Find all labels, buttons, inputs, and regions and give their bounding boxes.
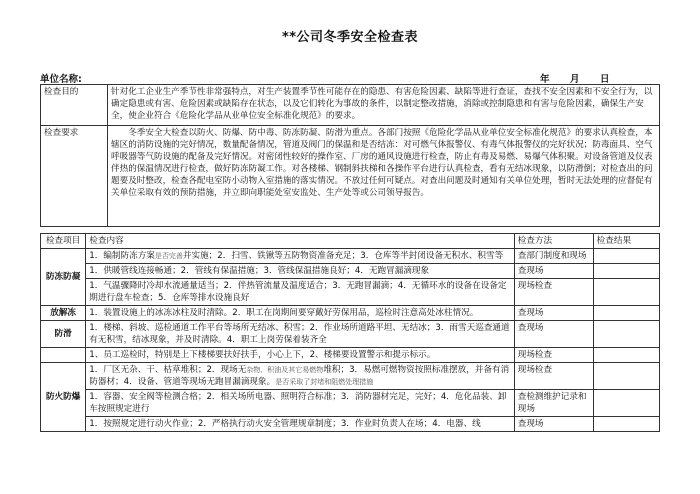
content-cell: 1．容器、安全阀等检测合格；2．相关场所电器、照明符合标准；3．消防器材完足，完好；4．危化品装、卸车按照规定进行 — [86, 390, 514, 417]
content-cell: 1．按照规定进行动火作业；2．严格执行动火安全管理规章制度；3．作业时负责人在场；4．电器、线 — [86, 417, 514, 432]
content-text: 1．厂区无杂、干、枯草堆积；2．现场无 — [89, 365, 247, 375]
result-cell[interactable] — [593, 249, 659, 264]
method-cell: 现场检查 — [514, 279, 593, 306]
method-cell: 查现场 — [514, 264, 593, 279]
content-text: 并实施；2．扫雪、铁锹等五防物资准备充足；3．仓库等半封闭设备无积水、积雪等 — [182, 251, 504, 261]
page-title: **公司冬季安全检查表 — [281, 30, 419, 45]
year-label: 年 — [540, 74, 550, 85]
unit-row — [40, 71, 660, 85]
method-cell: 查现场 — [514, 306, 593, 321]
result-cell[interactable] — [593, 348, 659, 363]
method-cell: 现场检查 — [514, 348, 593, 363]
category-cell-empty — [41, 348, 86, 363]
day-label: 日 — [600, 74, 610, 85]
table-row — [41, 279, 660, 306]
requirements-row — [41, 126, 660, 227]
result-cell[interactable] — [593, 321, 659, 348]
category-cell: 防滑 — [41, 321, 86, 348]
purpose-row — [41, 85, 660, 126]
table-row — [41, 249, 660, 264]
category-cell: 防火防爆 — [41, 363, 86, 432]
content-text: 堆积；3．易燃可燃物资按照标准摆放，并备有消防器材；4．设备、管道等现场无跑冒漏滴现象。 — [89, 365, 510, 387]
method-cell: 查现场 — [514, 417, 593, 432]
header-result: 检查结果 — [593, 234, 659, 249]
table-row — [41, 417, 660, 432]
table-row — [41, 306, 660, 321]
content-note: 杂物、积油及其它易燃物 — [246, 366, 324, 374]
header-item: 检查项目 — [41, 234, 86, 249]
result-cell[interactable] — [593, 279, 659, 306]
content-note: 是否采取了封堵和阻燃处理措施 — [275, 378, 374, 386]
content-cell: 1．供暖管线连接畅通；2．管线有保温措施；3．管线保温措施良好；4．无跑冒漏滴现象 — [86, 264, 514, 279]
header-content: 检查内容 — [86, 234, 514, 249]
category-cell: 放解冻 — [41, 306, 86, 321]
method-cell: 查现场 — [514, 321, 593, 348]
method-cell: 查检测维护记录和现场 — [514, 390, 593, 417]
method-cell: 查部门制度和现场 — [514, 249, 593, 264]
table-row — [41, 264, 660, 279]
method-cell: 现场检查 — [514, 363, 593, 390]
result-cell[interactable] — [593, 306, 659, 321]
content-cell — [86, 249, 514, 264]
result-cell[interactable] — [593, 390, 659, 417]
content-cell: 1．装置设施上的冰冻冰柱及时清除。2．职工在岗期间要穿戴好劳保用品，巡检时注意高处冰柱情况。 — [86, 306, 514, 321]
month-label: 月 — [570, 74, 580, 85]
check-table — [40, 233, 660, 432]
table-row — [41, 390, 660, 417]
content-cell — [86, 363, 514, 390]
purpose-text: 针对化工企业生产季节性非常强特点，对生产装置季节性可能存在的隐患、有害危险因素、缺陷等进行查证，查找不安全因素和不安全行为，以确定隐患或有害、危险因素或缺陷存在状态，以及它们转化为事故的条件，以制定整改措施，消除或控制隐患和有害与危险因素，确保生产安全，使企业符合《危险化学品从业单位安全标准化规范》的要求。 — [108, 85, 660, 126]
requirements-text: 冬季安全大检查以防火、防爆、防中毒、防冻防凝、防滑为重点。各部门按照《危险化学品从业单位安全标准化规范》的要求认真检查，本辖区的消防设施的完好情况，数量配备情况，管道及阀门的保温和是否结冻：对可燃气体报警仪、有毒气体报警仪的完好状况；防毒面具、空气呼吸器等气防设施的配备及完好情况。对密闭性较好的操作室、厂房的通风设施进行检查，防止有毒及易燃、易爆气体积聚。对设备管道及仪表伴热的保温情况进行检查，做好防冻防凝工作。对各楼梯、钢制斜扶梯和各操作平台进行认真检查，看有无结冰现象，以防滑倒；对检查出的问题要及时整改，检查各配电室防小动物入室措施的落实情况。不放过任何可疑点。对查出问题及时通知有关单位处理，暂时无法处理的应督促有关单位采取有效的预防措施，并立即向职能处室安监处、生产处等或公司领导报告。 — [108, 126, 660, 227]
content-cell: 1．楼梯、斜坡、巡检通道工作平台等场所无结冰、积雪；2．作业场所道路平坦、无结冰；3．雨雪天巡查通道有无积雪，结冰现象，并及时清除。4．职工上岗劳保着装齐全 — [86, 321, 514, 348]
result-cell[interactable] — [593, 417, 659, 432]
content-note: 是否完善 — [154, 252, 183, 260]
category-cell: 防冻防凝 — [41, 249, 86, 306]
table-row — [41, 348, 660, 363]
header-method: 检查方法 — [514, 234, 593, 249]
purpose-label: 检查目的 — [41, 85, 108, 126]
purpose-requirements-table — [40, 84, 660, 227]
result-cell[interactable] — [593, 264, 659, 279]
unit-name-label: 单位名称: — [40, 74, 82, 85]
table-row — [41, 321, 660, 348]
content-cell: 1．气温骤降时冷却水流通量适当；2．伴热管流量及温度适合；3．无跑冒漏滴；4．无循环水的设备在设备定期进行盘车检查；5．仓库等排水设施良好 — [86, 279, 514, 306]
table-row — [41, 363, 660, 390]
content-text: 1．编制防冻方案 — [89, 251, 155, 261]
content-cell: 1、员工巡检时，特别是上下楼梯要扶好扶手，小心上下，2、楼梯要设置警示和提示标示。 — [86, 348, 514, 363]
requirements-label: 检查要求 — [41, 126, 108, 227]
result-cell[interactable] — [593, 363, 659, 390]
header-row — [41, 234, 660, 249]
